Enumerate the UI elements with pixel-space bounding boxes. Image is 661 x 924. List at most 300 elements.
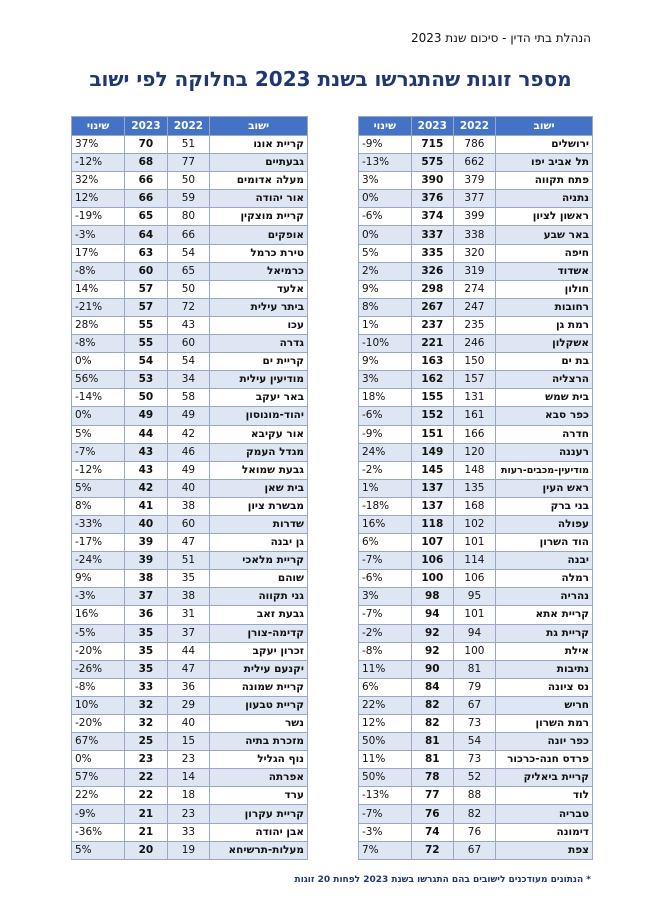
change-cell: 5% bbox=[72, 479, 125, 497]
value-2022-cell: 131 bbox=[453, 389, 495, 407]
settlement-cell: ירושלים bbox=[496, 136, 593, 154]
change-cell: -20% bbox=[72, 715, 125, 733]
table-row bbox=[359, 696, 593, 714]
value-2022-cell: 161 bbox=[453, 407, 495, 425]
value-2022-cell: 786 bbox=[453, 136, 495, 154]
value-2023-cell: 137 bbox=[411, 479, 453, 497]
value-2023-cell: 78 bbox=[411, 769, 453, 787]
value-2023-cell: 337 bbox=[411, 226, 453, 244]
change-cell: -2% bbox=[359, 624, 412, 642]
table-row bbox=[359, 570, 593, 588]
value-2023-cell: 25 bbox=[125, 733, 168, 751]
value-2022-cell: 246 bbox=[453, 335, 495, 353]
settlement-cell: אור יהודה bbox=[210, 190, 308, 208]
change-cell: 37% bbox=[72, 136, 125, 154]
page-title: מספר זוגות שהתגרשו בשנת 2023 בחלוקה לפי ישוב bbox=[89, 67, 572, 91]
change-cell: 8% bbox=[359, 298, 412, 316]
value-2023-cell: 92 bbox=[411, 624, 453, 642]
table-row bbox=[72, 805, 308, 823]
col-header-2023: 2023 bbox=[125, 117, 168, 136]
table-row bbox=[359, 154, 593, 172]
settlement-cell: חדרה bbox=[496, 425, 593, 443]
table-row bbox=[72, 787, 308, 805]
change-cell: -14% bbox=[72, 389, 125, 407]
value-2022-cell: 235 bbox=[453, 316, 495, 334]
table-row bbox=[72, 226, 308, 244]
table-row bbox=[72, 733, 308, 751]
table-row bbox=[72, 461, 308, 479]
settlement-cell: קריית ביאליק bbox=[496, 769, 593, 787]
table-row bbox=[359, 588, 593, 606]
value-2022-cell: 157 bbox=[453, 371, 495, 389]
table-row bbox=[359, 335, 593, 353]
settlement-cell: נהריה bbox=[496, 588, 593, 606]
settlement-cell: יבנה bbox=[496, 552, 593, 570]
settlement-cell: נס ציונה bbox=[496, 678, 593, 696]
value-2023-cell: 118 bbox=[411, 515, 453, 533]
table-row bbox=[359, 841, 593, 859]
value-2023-cell: 53 bbox=[125, 371, 168, 389]
value-2023-cell: 64 bbox=[125, 226, 168, 244]
value-2022-cell: 54 bbox=[167, 353, 210, 371]
value-2023-cell: 137 bbox=[411, 497, 453, 515]
table-row bbox=[72, 353, 308, 371]
table-row bbox=[359, 172, 593, 190]
table-row bbox=[359, 606, 593, 624]
settlement-cell: מודיעין עילית bbox=[210, 371, 308, 389]
value-2023-cell: 63 bbox=[125, 244, 168, 262]
settlement-cell: מגדל העמק bbox=[210, 443, 308, 461]
value-2022-cell: 47 bbox=[167, 660, 210, 678]
settlement-cell: גן יבנה bbox=[210, 534, 308, 552]
value-2023-cell: 68 bbox=[125, 154, 168, 172]
change-cell: -24% bbox=[72, 552, 125, 570]
settlement-cell: באר יעקב bbox=[210, 389, 308, 407]
col-header-change: שינוי bbox=[72, 117, 125, 136]
value-2023-cell: 49 bbox=[125, 407, 168, 425]
value-2023-cell: 77 bbox=[411, 787, 453, 805]
settlement-cell: אופקים bbox=[210, 226, 308, 244]
value-2022-cell: 51 bbox=[167, 136, 210, 154]
change-cell: 6% bbox=[359, 678, 412, 696]
value-2022-cell: 38 bbox=[167, 588, 210, 606]
value-2022-cell: 67 bbox=[453, 841, 495, 859]
table-row bbox=[72, 136, 308, 154]
value-2023-cell: 23 bbox=[125, 751, 168, 769]
table-row bbox=[72, 479, 308, 497]
settlement-cell: כרמיאל bbox=[210, 262, 308, 280]
value-2023-cell: 298 bbox=[411, 280, 453, 298]
table-row bbox=[359, 226, 593, 244]
change-cell: -33% bbox=[72, 515, 125, 533]
value-2023-cell: 33 bbox=[125, 678, 168, 696]
settlement-cell: קדימה-צורן bbox=[210, 624, 308, 642]
settlement-cell: מזכרת בתיה bbox=[210, 733, 308, 751]
change-cell: -19% bbox=[72, 208, 125, 226]
value-2023-cell: 55 bbox=[125, 316, 168, 334]
settlement-cell: חיפה bbox=[496, 244, 593, 262]
value-2022-cell: 54 bbox=[167, 244, 210, 262]
table-row bbox=[359, 371, 593, 389]
value-2023-cell: 76 bbox=[411, 805, 453, 823]
table-row bbox=[72, 624, 308, 642]
value-2022-cell: 106 bbox=[453, 570, 495, 588]
change-cell: 24% bbox=[359, 443, 412, 461]
change-cell: -26% bbox=[72, 660, 125, 678]
value-2022-cell: 50 bbox=[167, 280, 210, 298]
change-cell: -8% bbox=[359, 642, 412, 660]
settlement-cell: זכרון יעקב bbox=[210, 642, 308, 660]
change-cell: -12% bbox=[72, 461, 125, 479]
change-cell: 6% bbox=[359, 534, 412, 552]
value-2023-cell: 390 bbox=[411, 172, 453, 190]
table-row bbox=[72, 371, 308, 389]
value-2023-cell: 32 bbox=[125, 715, 168, 733]
change-cell: -9% bbox=[359, 136, 412, 154]
value-2022-cell: 95 bbox=[453, 588, 495, 606]
value-2022-cell: 65 bbox=[167, 262, 210, 280]
settlement-cell: חריש bbox=[496, 696, 593, 714]
settlement-cell: קריית מלאכי bbox=[210, 552, 308, 570]
table-row bbox=[72, 425, 308, 443]
value-2022-cell: 51 bbox=[167, 552, 210, 570]
value-2023-cell: 43 bbox=[125, 461, 168, 479]
table-row bbox=[72, 443, 308, 461]
value-2022-cell: 42 bbox=[167, 425, 210, 443]
value-2023-cell: 72 bbox=[411, 841, 453, 859]
value-2022-cell: 81 bbox=[453, 660, 495, 678]
change-cell: -10% bbox=[359, 335, 412, 353]
value-2023-cell: 42 bbox=[125, 479, 168, 497]
value-2022-cell: 33 bbox=[167, 823, 210, 841]
change-cell: 1% bbox=[359, 479, 412, 497]
table-row bbox=[359, 407, 593, 425]
table-header-row bbox=[72, 117, 308, 136]
settlement-cell: רמלה bbox=[496, 570, 593, 588]
value-2022-cell: 35 bbox=[167, 570, 210, 588]
value-2023-cell: 60 bbox=[125, 262, 168, 280]
value-2022-cell: 19 bbox=[167, 841, 210, 859]
table-row bbox=[359, 552, 593, 570]
change-cell: 8% bbox=[72, 497, 125, 515]
settlement-cell: טבריה bbox=[496, 805, 593, 823]
value-2023-cell: 66 bbox=[125, 172, 168, 190]
value-2023-cell: 374 bbox=[411, 208, 453, 226]
table-row bbox=[359, 733, 593, 751]
table-row bbox=[72, 588, 308, 606]
settlement-cell: נוף הגליל bbox=[210, 751, 308, 769]
settlement-cell: באר שבע bbox=[496, 226, 593, 244]
table-row bbox=[72, 208, 308, 226]
change-cell: 18% bbox=[359, 389, 412, 407]
change-cell: 57% bbox=[72, 769, 125, 787]
change-cell: 3% bbox=[359, 371, 412, 389]
settlement-cell: גדרה bbox=[210, 335, 308, 353]
value-2023-cell: 100 bbox=[411, 570, 453, 588]
settlement-cell: טירת כרמל bbox=[210, 244, 308, 262]
table-row bbox=[359, 805, 593, 823]
value-2023-cell: 57 bbox=[125, 298, 168, 316]
table-row bbox=[72, 678, 308, 696]
settlement-cell: כפר סבא bbox=[496, 407, 593, 425]
table-row bbox=[359, 136, 593, 154]
value-2022-cell: 49 bbox=[167, 461, 210, 479]
value-2022-cell: 14 bbox=[167, 769, 210, 787]
value-2023-cell: 90 bbox=[411, 660, 453, 678]
value-2023-cell: 221 bbox=[411, 335, 453, 353]
col-header-change: שינוי bbox=[359, 117, 412, 136]
table-row bbox=[72, 515, 308, 533]
footnote: * הנתונים מעודכנים לישובים בהם התגרשו בשנת 2023 לפחות 20 זוגות bbox=[294, 875, 591, 885]
value-2022-cell: 148 bbox=[453, 461, 495, 479]
value-2022-cell: 114 bbox=[453, 552, 495, 570]
value-2023-cell: 326 bbox=[411, 262, 453, 280]
settlement-cell: רמת גן bbox=[496, 316, 593, 334]
value-2022-cell: 319 bbox=[453, 262, 495, 280]
change-cell: 50% bbox=[359, 769, 412, 787]
value-2022-cell: 102 bbox=[453, 515, 495, 533]
settlement-cell: תל אביב יפו bbox=[496, 154, 593, 172]
value-2022-cell: 38 bbox=[167, 497, 210, 515]
value-2022-cell: 60 bbox=[167, 335, 210, 353]
table-row bbox=[72, 570, 308, 588]
value-2023-cell: 82 bbox=[411, 715, 453, 733]
table-row bbox=[72, 769, 308, 787]
change-cell: 12% bbox=[72, 190, 125, 208]
value-2022-cell: 399 bbox=[453, 208, 495, 226]
table-row bbox=[72, 262, 308, 280]
settlement-cell: נתיבות bbox=[496, 660, 593, 678]
value-2022-cell: 76 bbox=[453, 823, 495, 841]
value-2023-cell: 92 bbox=[411, 642, 453, 660]
settlement-cell: ביתר עילית bbox=[210, 298, 308, 316]
change-cell: -3% bbox=[72, 226, 125, 244]
change-cell: 0% bbox=[72, 751, 125, 769]
value-2022-cell: 52 bbox=[453, 769, 495, 787]
table-row bbox=[72, 280, 308, 298]
value-2022-cell: 662 bbox=[453, 154, 495, 172]
change-cell: 7% bbox=[359, 841, 412, 859]
value-2022-cell: 44 bbox=[167, 642, 210, 660]
settlement-cell: לוד bbox=[496, 787, 593, 805]
change-cell: 10% bbox=[72, 696, 125, 714]
settlement-cell: רעננה bbox=[496, 443, 593, 461]
value-2022-cell: 58 bbox=[167, 389, 210, 407]
settlement-cell: בית שאן bbox=[210, 479, 308, 497]
value-2022-cell: 101 bbox=[453, 606, 495, 624]
change-cell: -9% bbox=[72, 805, 125, 823]
settlement-cell: רמת השרון bbox=[496, 715, 593, 733]
table-row bbox=[72, 823, 308, 841]
table-row bbox=[359, 497, 593, 515]
change-cell: 17% bbox=[72, 244, 125, 262]
value-2023-cell: 57 bbox=[125, 280, 168, 298]
settlement-cell: קריית ים bbox=[210, 353, 308, 371]
value-2022-cell: 377 bbox=[453, 190, 495, 208]
settlement-cell: בת ים bbox=[496, 353, 593, 371]
settlement-cell: מעלה אדומים bbox=[210, 172, 308, 190]
table-row bbox=[72, 497, 308, 515]
value-2022-cell: 50 bbox=[167, 172, 210, 190]
value-2023-cell: 151 bbox=[411, 425, 453, 443]
table-row bbox=[359, 298, 593, 316]
table-row bbox=[72, 606, 308, 624]
change-cell: -13% bbox=[359, 787, 412, 805]
value-2022-cell: 247 bbox=[453, 298, 495, 316]
settlement-cell: שדרות bbox=[210, 515, 308, 533]
value-2023-cell: 106 bbox=[411, 552, 453, 570]
table-row bbox=[359, 280, 593, 298]
value-2023-cell: 21 bbox=[125, 805, 168, 823]
table-row bbox=[359, 461, 593, 479]
change-cell: -8% bbox=[72, 335, 125, 353]
change-cell: 0% bbox=[72, 353, 125, 371]
settlement-cell: קריית עקרון bbox=[210, 805, 308, 823]
value-2022-cell: 338 bbox=[453, 226, 495, 244]
value-2023-cell: 107 bbox=[411, 534, 453, 552]
change-cell: 11% bbox=[359, 660, 412, 678]
value-2023-cell: 82 bbox=[411, 696, 453, 714]
table-row bbox=[72, 696, 308, 714]
value-2022-cell: 101 bbox=[453, 534, 495, 552]
divorce-table-left bbox=[71, 116, 308, 860]
table-row bbox=[72, 841, 308, 859]
change-cell: 11% bbox=[359, 751, 412, 769]
value-2022-cell: 72 bbox=[167, 298, 210, 316]
value-2023-cell: 237 bbox=[411, 316, 453, 334]
change-cell: -7% bbox=[359, 552, 412, 570]
value-2023-cell: 81 bbox=[411, 751, 453, 769]
col-header-settlement: ישוב bbox=[210, 117, 308, 136]
settlement-cell: אשדוד bbox=[496, 262, 593, 280]
table-row bbox=[72, 642, 308, 660]
settlement-cell: חולון bbox=[496, 280, 593, 298]
value-2022-cell: 168 bbox=[453, 497, 495, 515]
table-row bbox=[72, 316, 308, 334]
settlement-cell: מבשרת ציון bbox=[210, 497, 308, 515]
change-cell: -13% bbox=[359, 154, 412, 172]
settlement-cell: צפת bbox=[496, 841, 593, 859]
value-2023-cell: 41 bbox=[125, 497, 168, 515]
value-2023-cell: 35 bbox=[125, 642, 168, 660]
value-2023-cell: 98 bbox=[411, 588, 453, 606]
value-2022-cell: 59 bbox=[167, 190, 210, 208]
table-row bbox=[72, 244, 308, 262]
change-cell: 0% bbox=[359, 190, 412, 208]
col-header-2023: 2023 bbox=[411, 117, 453, 136]
value-2022-cell: 77 bbox=[167, 154, 210, 172]
change-cell: 3% bbox=[359, 172, 412, 190]
value-2023-cell: 163 bbox=[411, 353, 453, 371]
table-row bbox=[72, 407, 308, 425]
settlement-cell: שוהם bbox=[210, 570, 308, 588]
divorce-table-right bbox=[358, 116, 593, 860]
change-cell: 2% bbox=[359, 262, 412, 280]
value-2023-cell: 36 bbox=[125, 606, 168, 624]
table-row bbox=[359, 515, 593, 533]
table-row bbox=[359, 316, 593, 334]
settlement-cell: נשר bbox=[210, 715, 308, 733]
value-2023-cell: 66 bbox=[125, 190, 168, 208]
change-cell: 22% bbox=[72, 787, 125, 805]
table-row bbox=[359, 642, 593, 660]
change-cell: -36% bbox=[72, 823, 125, 841]
value-2022-cell: 40 bbox=[167, 479, 210, 497]
change-cell: 14% bbox=[72, 280, 125, 298]
change-cell: 16% bbox=[72, 606, 125, 624]
table-row bbox=[359, 190, 593, 208]
value-2023-cell: 70 bbox=[125, 136, 168, 154]
change-cell: 32% bbox=[72, 172, 125, 190]
settlement-cell: ראשון לציון bbox=[496, 208, 593, 226]
change-cell: -2% bbox=[359, 461, 412, 479]
table-row bbox=[359, 425, 593, 443]
settlement-cell: קריית אונו bbox=[210, 136, 308, 154]
settlement-cell: ראש העין bbox=[496, 479, 593, 497]
value-2022-cell: 320 bbox=[453, 244, 495, 262]
settlement-cell: אילת bbox=[496, 642, 593, 660]
value-2022-cell: 40 bbox=[167, 715, 210, 733]
change-cell: -20% bbox=[72, 642, 125, 660]
value-2022-cell: 79 bbox=[453, 678, 495, 696]
value-2022-cell: 379 bbox=[453, 172, 495, 190]
value-2022-cell: 73 bbox=[453, 751, 495, 769]
value-2023-cell: 715 bbox=[411, 136, 453, 154]
settlement-cell: גבעת שמואל bbox=[210, 461, 308, 479]
value-2022-cell: 274 bbox=[453, 280, 495, 298]
value-2022-cell: 47 bbox=[167, 534, 210, 552]
table-row bbox=[359, 443, 593, 461]
col-header-settlement: ישוב bbox=[496, 117, 593, 136]
table-row bbox=[72, 552, 308, 570]
value-2022-cell: 135 bbox=[453, 479, 495, 497]
change-cell: -3% bbox=[359, 823, 412, 841]
value-2022-cell: 60 bbox=[167, 515, 210, 533]
value-2023-cell: 162 bbox=[411, 371, 453, 389]
value-2023-cell: 575 bbox=[411, 154, 453, 172]
value-2022-cell: 46 bbox=[167, 443, 210, 461]
settlement-cell: אלעד bbox=[210, 280, 308, 298]
settlement-cell: אפרתה bbox=[210, 769, 308, 787]
table-row bbox=[72, 534, 308, 552]
change-cell: 0% bbox=[72, 407, 125, 425]
table-row bbox=[359, 751, 593, 769]
change-cell: 5% bbox=[72, 425, 125, 443]
value-2022-cell: 43 bbox=[167, 316, 210, 334]
value-2022-cell: 29 bbox=[167, 696, 210, 714]
value-2022-cell: 49 bbox=[167, 407, 210, 425]
value-2023-cell: 152 bbox=[411, 407, 453, 425]
change-cell: -21% bbox=[72, 298, 125, 316]
table-row bbox=[359, 208, 593, 226]
settlement-cell: נתניה bbox=[496, 190, 593, 208]
change-cell: 28% bbox=[72, 316, 125, 334]
table-row bbox=[72, 190, 308, 208]
settlement-cell: קריית טבעון bbox=[210, 696, 308, 714]
col-header-2022: 2022 bbox=[167, 117, 210, 136]
value-2022-cell: 54 bbox=[453, 733, 495, 751]
value-2022-cell: 23 bbox=[167, 751, 210, 769]
value-2023-cell: 38 bbox=[125, 570, 168, 588]
settlement-cell: יקנעם עילית bbox=[210, 660, 308, 678]
settlement-cell: דימונה bbox=[496, 823, 593, 841]
value-2022-cell: 36 bbox=[167, 678, 210, 696]
settlement-cell: עפולה bbox=[496, 515, 593, 533]
settlement-cell: בני ברק bbox=[496, 497, 593, 515]
change-cell: 9% bbox=[359, 280, 412, 298]
table-row bbox=[72, 715, 308, 733]
settlement-cell: כפר יונה bbox=[496, 733, 593, 751]
